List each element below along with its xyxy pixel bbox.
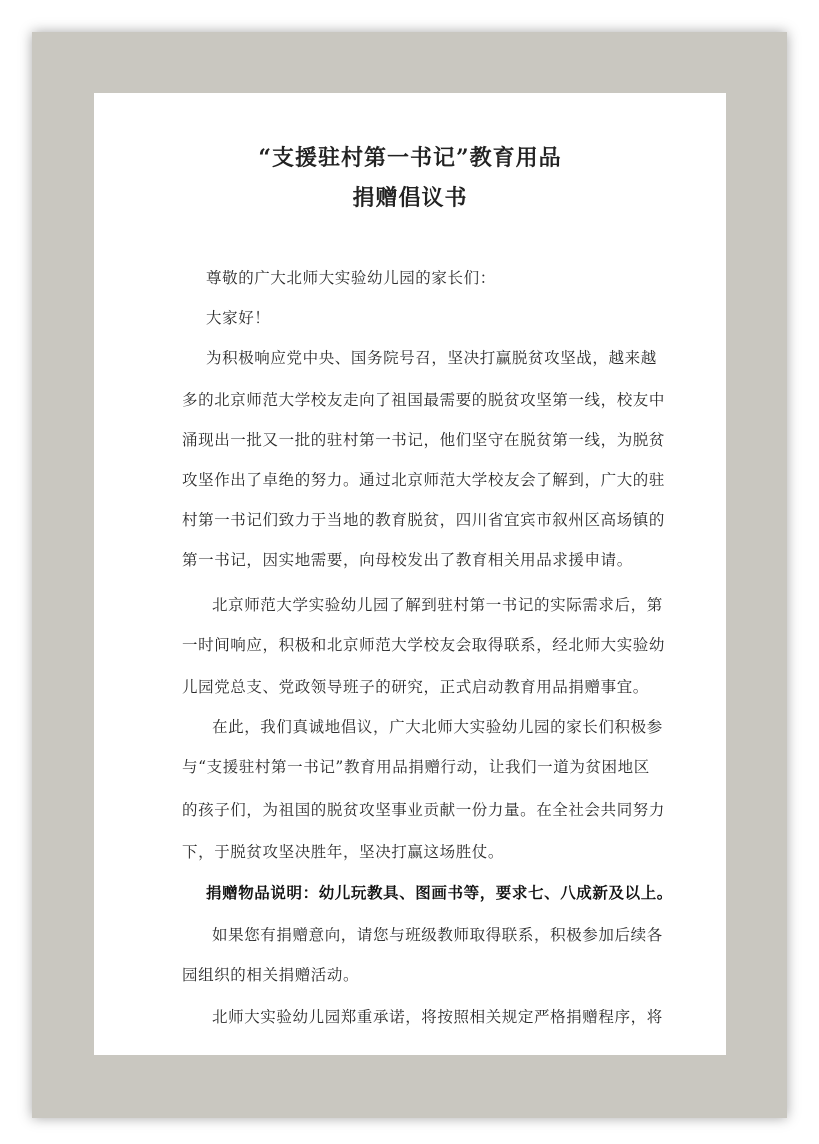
paragraph-1-line-3: 涌现出一批又一批的驻村第一书记，他们坚守在脱贫第一线，为脱贫: [182, 431, 666, 449]
paragraph-4-line-1: 如果您有捐赠意向，请您与班级教师取得联系，积极参加后续各: [212, 926, 663, 944]
paragraph-4-line-2: 园组织的相关捐赠活动。: [182, 966, 360, 984]
paragraph-3-line-2: 与“支援驻村第一书记”教育用品捐赠行动，让我们一道为贫困地区: [182, 758, 650, 776]
paragraph-1-line-1: 为积极响应党中央、国务院号召，坚决打赢脱贫攻坚战，越来越: [206, 349, 657, 367]
paragraph-2-line-3: 儿园党总支、党政领导班子的研究，正式启动教育用品捐赠事宜。: [182, 678, 649, 696]
donation-items-note: 捐赠物品说明：幼儿玩教具、图画书等，要求七、八成新及以上。: [206, 883, 673, 902]
paragraph-5-line-1: 北师大实验幼儿园郑重承诺，将按照相关规定严格捐赠程序，将: [212, 1008, 663, 1026]
document-subtitle: 捐赠倡议书: [352, 185, 468, 211]
greeting: 大家好！: [206, 309, 271, 327]
salutation: 尊敬的广大北师大实验幼儿园的家长们：: [206, 269, 496, 287]
paragraph-2-line-2: 一时间响应，积极和北京师范大学校友会取得联系，经北师大实验幼: [182, 636, 666, 654]
paragraph-3-line-3: 的孩子们，为祖国的脱贫攻坚事业贡献一份力量。在全社会共同努力: [182, 801, 666, 819]
paragraph-3-line-1: 在此，我们真诚地倡议，广大北师大实验幼儿园的家长们积极参: [212, 718, 663, 736]
document-title: “支援驻村第一书记”教育用品: [258, 145, 562, 171]
paragraph-1-line-4: 攻坚作出了卓绝的努力。通过北京师范大学校友会了解到，广大的驻: [182, 471, 666, 489]
paragraph-1-line-6: 第一书记，因实地需要，向母校发出了教育相关用品求援申请。: [182, 551, 633, 569]
paragraph-1-line-5: 村第一书记们致力于当地的教育脱贫，四川省宜宾市叙州区高场镇的: [182, 511, 666, 529]
paragraph-2-line-1: 北京师范大学实验幼儿园了解到驻村第一书记的实际需求后，第: [212, 596, 663, 614]
paragraph-3-line-4: 下，于脱贫攻坚决胜年，坚决打赢这场胜仗。: [182, 843, 505, 861]
document-paper: [94, 93, 726, 1055]
paragraph-1-line-2: 多的北京师范大学校友走向了祖国最需要的脱贫攻坚第一线，校友中: [182, 391, 666, 409]
